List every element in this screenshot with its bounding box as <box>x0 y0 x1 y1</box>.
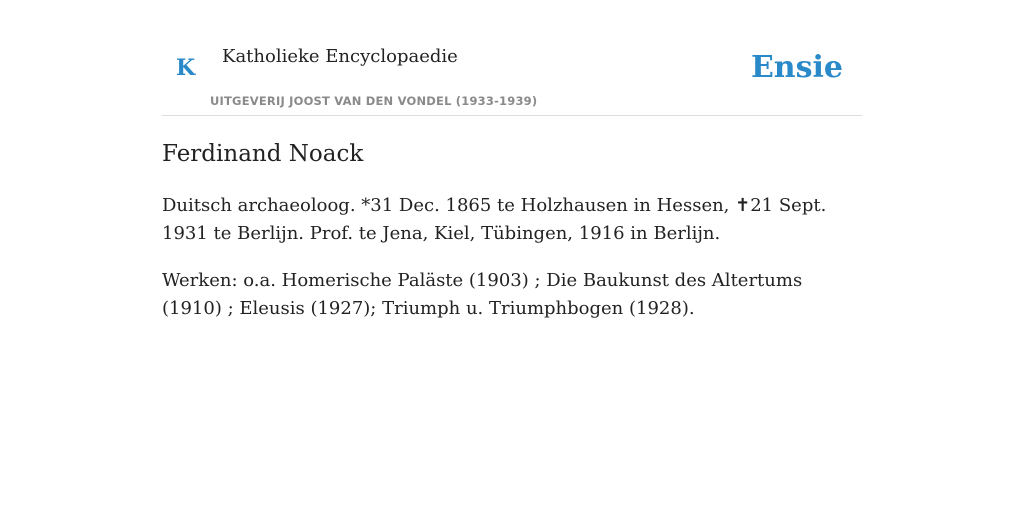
header <box>162 40 862 116</box>
entry-paragraph-works: Werken: o.a. Homerische Paläste (1903) ; Die Baukunst des Altertums (1910) ; Eleusis (1927); Triumph u. Triumphbogen (1928). <box>162 270 803 319</box>
book-title[interactable]: Katholieke Encyclopaedie <box>222 46 458 67</box>
article <box>162 138 862 342</box>
entry-paragraph-biography: Duitsch archaeoloog. *31 Dec. 1865 te Holzhausen in Hessen, ✝21 Sept. 1931 te Berlijn. Prof. te Jena, Kiel, Tübingen, 1916 in Berlijn. <box>162 195 827 244</box>
ensie-logo-link[interactable]: Ensie <box>750 50 843 85</box>
entry-title: Ferdinand Noack <box>162 141 364 167</box>
publisher-subtitle: UITGEVERIJ JOOST VAN DEN VONDEL (1933-1939) <box>210 94 538 108</box>
book-logo-link[interactable]: K <box>176 55 196 81</box>
